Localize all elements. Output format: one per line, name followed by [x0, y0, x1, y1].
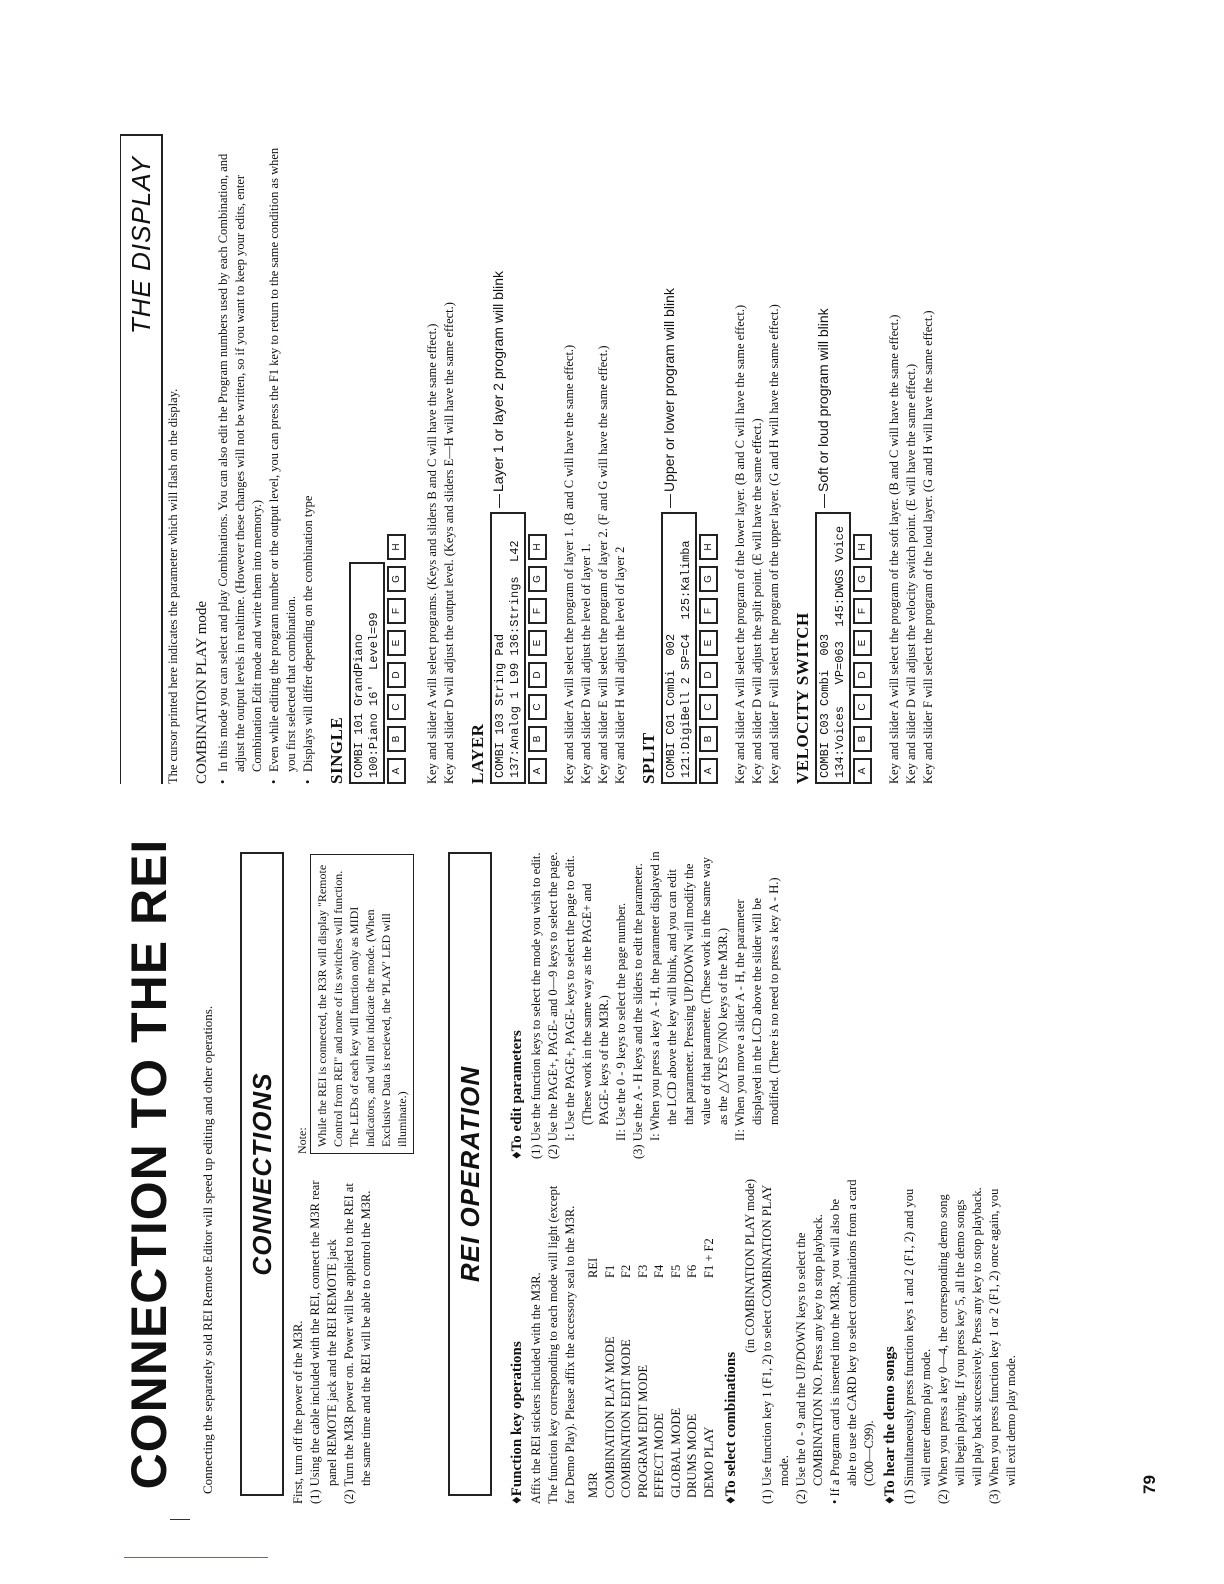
page-number: 79 — [1140, 1475, 1159, 1494]
key-g[interactable]: G — [853, 566, 872, 592]
edit-step-2b: II: Use the 0 - 9 keys to select the page number. — [614, 902, 628, 1141]
mode-name: DEMO PLAY — [701, 1426, 716, 1498]
operation-heading: REI OPERATION — [448, 852, 492, 1496]
key-h[interactable]: H — [387, 534, 406, 560]
demo-step-3: (3) When you press function key 1 or 2 (F1, 2) once again, you will exit demo play mode. — [987, 1188, 1018, 1504]
lcd-line-2: 134:Voices VP=063 145:DWGS Voice — [833, 525, 847, 778]
single-desc-2: Key and slider D will adjust the output level. (Keys and sliders E—H will have the same effect.) — [442, 302, 456, 784]
split-desc-1: Key and slider A will select the program of the lower layer. (B and C will have the same effect.) — [733, 304, 747, 784]
key-g[interactable]: G — [699, 566, 718, 592]
key-d[interactable]: D — [528, 662, 547, 688]
select-note: • If a Program card is inserted into the M3R, you will also be able to use the CARD key to select combinations from a card (C00—C99). — [828, 1179, 876, 1504]
edit-step-2a: I: Use the PAGE+, PAGE- keys to select the page to edit. (These work in the same way as the PAGE+ and PAGE- keys of the M3R.) — [563, 855, 611, 1141]
key-c[interactable]: C — [699, 694, 718, 720]
key-c[interactable]: C — [387, 694, 406, 720]
velocity-blink-label: — Soft or loud program will blink — [815, 308, 831, 508]
mode-name: EFFECT MODE — [652, 1413, 666, 1498]
note — [295, 854, 414, 1154]
lcd-line-2: 121:DigiBell 2 SP=C4 125:Kalimba — [679, 540, 693, 778]
single-keys — [387, 139, 406, 784]
layer-desc-1: Key and slider A will select the program of layer 1. (B and C will have the same effect.) — [562, 344, 576, 784]
key-d[interactable]: D — [387, 662, 406, 688]
layer-lcd — [490, 512, 526, 784]
key-f[interactable]: F — [528, 598, 547, 624]
operation-left-col — [505, 1179, 1020, 1504]
key-c[interactable]: C — [528, 694, 547, 720]
page-title: CONNECTION TO THE REI — [121, 838, 177, 1490]
key-b[interactable]: B — [387, 726, 406, 752]
key-a[interactable]: A — [699, 758, 718, 784]
velocity-desc-3: Key and slider F will select the program of the loud layer. (G and H will have the same effect.) — [921, 310, 935, 784]
split-lcd-wrap — [661, 139, 697, 784]
right-page — [0, 134, 1224, 784]
single-desc-1: Key and slider A will select programs. (Keys and sliders B and C will have the same effect.) — [425, 323, 439, 784]
key-g[interactable]: G — [528, 566, 547, 592]
display-heading: THE DISPLAY — [120, 134, 163, 784]
function-key-p1: Affix the REI stickers included with the M3R. — [529, 1272, 543, 1504]
mode-name: PROGRAM EDIT MODE — [635, 1364, 650, 1498]
mode-key: F5 — [668, 1264, 683, 1278]
velocity-keys — [853, 139, 872, 784]
mode-name: GLOBAL MODE — [668, 1407, 683, 1498]
step-0: First, turn off the power of the M3R. — [291, 1320, 305, 1504]
velocity-desc-2: Key and slider D will adjust the velocity switch point. (E will have the same effect.) — [904, 363, 918, 784]
layer-title: LAYER — [468, 723, 487, 784]
layer-keys — [528, 139, 547, 784]
bullet-1: • In this mode you can select and play Combinations. You can also edit the Program numbers used by each Combination, and adjust the output levels in realtime. (However these changes will not be written, so if you want to keep your edits, enter Combination Edit mode and write them into memory.) — [215, 139, 266, 784]
select-combinations-title: ♦To select combinations — [723, 1351, 739, 1504]
split-desc-2: Key and slider D will adjust the split point. (E will have the same effect.) — [750, 418, 764, 784]
layer-desc-3: Key and slider E will select the program of layer 2. (F and G will have the same effect.) — [596, 345, 610, 784]
key-c[interactable]: C — [853, 694, 872, 720]
velocity-lcd-wrap — [815, 139, 851, 784]
single-title: SINGLE — [327, 716, 346, 784]
mode-table — [585, 1179, 717, 1498]
key-f[interactable]: F — [853, 598, 872, 624]
mode-key: F6 — [685, 1264, 699, 1278]
lcd-line-1: COMBI 103 String Pad — [493, 633, 507, 778]
lcd-line-1: COMBI 101 GrandPiano — [352, 633, 366, 778]
mode-key: F1 — [602, 1264, 617, 1278]
key-e[interactable]: E — [853, 630, 872, 656]
bullet-3: • Displays will differ depending on the combination type — [300, 139, 317, 784]
mode-key: F1 + F2 — [701, 1238, 716, 1278]
edit-step-3b: II: When you move a slider A - H, the parameter displayed in the LCD above the slider will be modified. (There is no need to press a key A - H.) — [733, 877, 781, 1141]
velocity-desc-1: Key and slider A will select the program of the soft layer. (B and C will have the same effect.) — [887, 314, 901, 784]
step-1: (1) Using the cable included with the REI, connect the M3R rear panel REMOTE jack and the REI REMOTE jack — [308, 1180, 339, 1504]
layer-lcd-wrap — [490, 139, 526, 784]
key-f[interactable]: F — [387, 598, 406, 624]
split-title: SPLIT — [639, 732, 658, 784]
key-b[interactable]: B — [853, 726, 872, 752]
connections-heading: CONNECTIONS — [240, 852, 284, 1496]
edit-step-3a: I: When you press a key A - H, the parameter displayed in the LCD above the key will blink, and you can edit that parameter. Pressing UP/DOWN will modify the value of that parameter. (These work in the same way as the △/YES ▽/NO keys of the M3R.) — [648, 851, 730, 1141]
split-blink-label: — Upper or lower program will blink — [661, 288, 677, 508]
mode-name: COMBINATION EDIT MODE — [619, 1339, 633, 1498]
key-b[interactable]: B — [699, 726, 718, 752]
layer-blink-label: — Layer 1 or layer 2 program will blink — [490, 271, 506, 508]
note-label: Note: — [295, 1127, 309, 1154]
split-lcd — [661, 512, 697, 784]
split-keys — [699, 139, 718, 784]
key-e[interactable]: E — [528, 630, 547, 656]
lcd-line-2: 100:Piano 16' Level=99 — [367, 612, 381, 778]
step-2: (2) Turn the M3R power on. Power will be applied to the REI at the same time and the REI will be able to control the M3R. — [342, 1183, 373, 1504]
key-a[interactable]: A — [853, 758, 872, 784]
blue-underline — [124, 1557, 268, 1558]
combi-bullets — [215, 139, 317, 784]
mode-col-header: M3R — [586, 1472, 600, 1498]
edit-step-2: (2) Use the PAGE+, PAGE- and 0—9 keys to select the page. — [546, 851, 560, 1159]
key-col-header: REI — [586, 1257, 600, 1278]
lcd-line-1: COMBI C01 Combi 002 — [664, 633, 678, 778]
display-intro: The cursor printed here indicates the parameter which will flash on the display. — [166, 388, 180, 784]
key-e[interactable]: E — [699, 630, 718, 656]
select-step-1: (1) Use function key 1 (F1, 2) to select COMBINATION PLAY mode. — [760, 1185, 791, 1504]
demo-step-1: (1) Simultaneously press function keys 1 and 2 (F1, 2) and you will enter demo play mode. — [902, 1188, 933, 1504]
left-page — [0, 804, 1224, 1524]
key-h[interactable]: H — [528, 534, 547, 560]
key-d[interactable]: D — [699, 662, 718, 688]
key-a[interactable]: A — [528, 758, 547, 784]
mode-key: F3 — [635, 1264, 650, 1278]
mode-key: F2 — [619, 1264, 633, 1278]
key-d[interactable]: D — [853, 662, 872, 688]
demo-step-2: (2) When you press a key 0—4, the corresponding demo song will begin playing. If you press key 5, all the demo songs will play back successively. Press any key to stop playback. — [936, 1187, 984, 1504]
layer-desc-4: Key and slider H will adjust the level of layer 2 — [613, 546, 627, 784]
velocity-title: VELOCITY SWITCH — [793, 612, 812, 784]
demo-title: ♦To hear the demo songs — [882, 1346, 898, 1504]
select-combinations-sub: (in COMBINATION PLAY mode) — [743, 1179, 757, 1353]
function-key-title: ♦Function key operations — [509, 1341, 525, 1504]
mode-key: F4 — [652, 1264, 666, 1278]
mode-name: DRUMS MODE — [685, 1413, 699, 1498]
bullet-2: • Even while editing the program number or the output level, you can press the F1 key to return to the same condition as when you first selected that combination. — [266, 139, 300, 784]
key-f[interactable]: F — [699, 598, 718, 624]
mode-name: COMBINATION PLAY MODE — [602, 1336, 617, 1498]
display-content — [190, 139, 937, 784]
edit-step-1: (1) Use the function keys to select the mode you wish to edit. — [529, 852, 543, 1159]
velocity-lcd — [815, 512, 851, 784]
single-lcd — [349, 562, 385, 784]
layer-desc-2: Key and slider D will adjust the level of layer 1. — [579, 543, 593, 784]
key-g[interactable]: G — [387, 566, 406, 592]
split-desc-3: Key and slider F will select the program of the upper layer. (G and H will have the same effect.) — [767, 304, 781, 784]
key-h[interactable]: H — [699, 534, 718, 560]
key-h[interactable]: H — [853, 534, 872, 560]
note-box: While the REI is connected, the R3R will display "Remote Control from REI" and none of its switches will function. The LEDs of each key will function only as MIDI indicators, and will not indicate the mode. (When Exclusive Data is recieved, the 'PLAY' LED will illuminate.) — [310, 854, 414, 1154]
lcd-line-2: 137:Analog 1 L99 136:Strings L42 — [508, 540, 522, 778]
function-key-p2: The function key corresponding to each mode will light (except for Demo Play). Please affix the accessory seal to the M3R. — [546, 1185, 577, 1504]
key-b[interactable]: B — [528, 726, 547, 752]
connections-steps — [290, 1174, 375, 1504]
key-a[interactable]: A — [387, 758, 406, 784]
edit-title: ♦To edit parameters — [509, 1030, 525, 1159]
combi-play-title: COMBINATION PLAY mode — [194, 600, 210, 784]
key-e[interactable]: E — [387, 630, 406, 656]
operation-right-col — [505, 849, 783, 1159]
lcd-line-1: COMBI C03 Combi 003 — [818, 633, 832, 778]
select-step-2: (2) Use the 0 - 9 and the UP/DOWN keys to select the COMBINATION NO. Press any key to stop playback. — [794, 1214, 825, 1504]
edit-step-3: (3) Use the A - H keys and the sliders to edit the parameter. — [631, 863, 645, 1159]
intro-text: Connecting the separately sold REI Remote Editor will speed up editing and other operations. — [200, 1005, 215, 1494]
